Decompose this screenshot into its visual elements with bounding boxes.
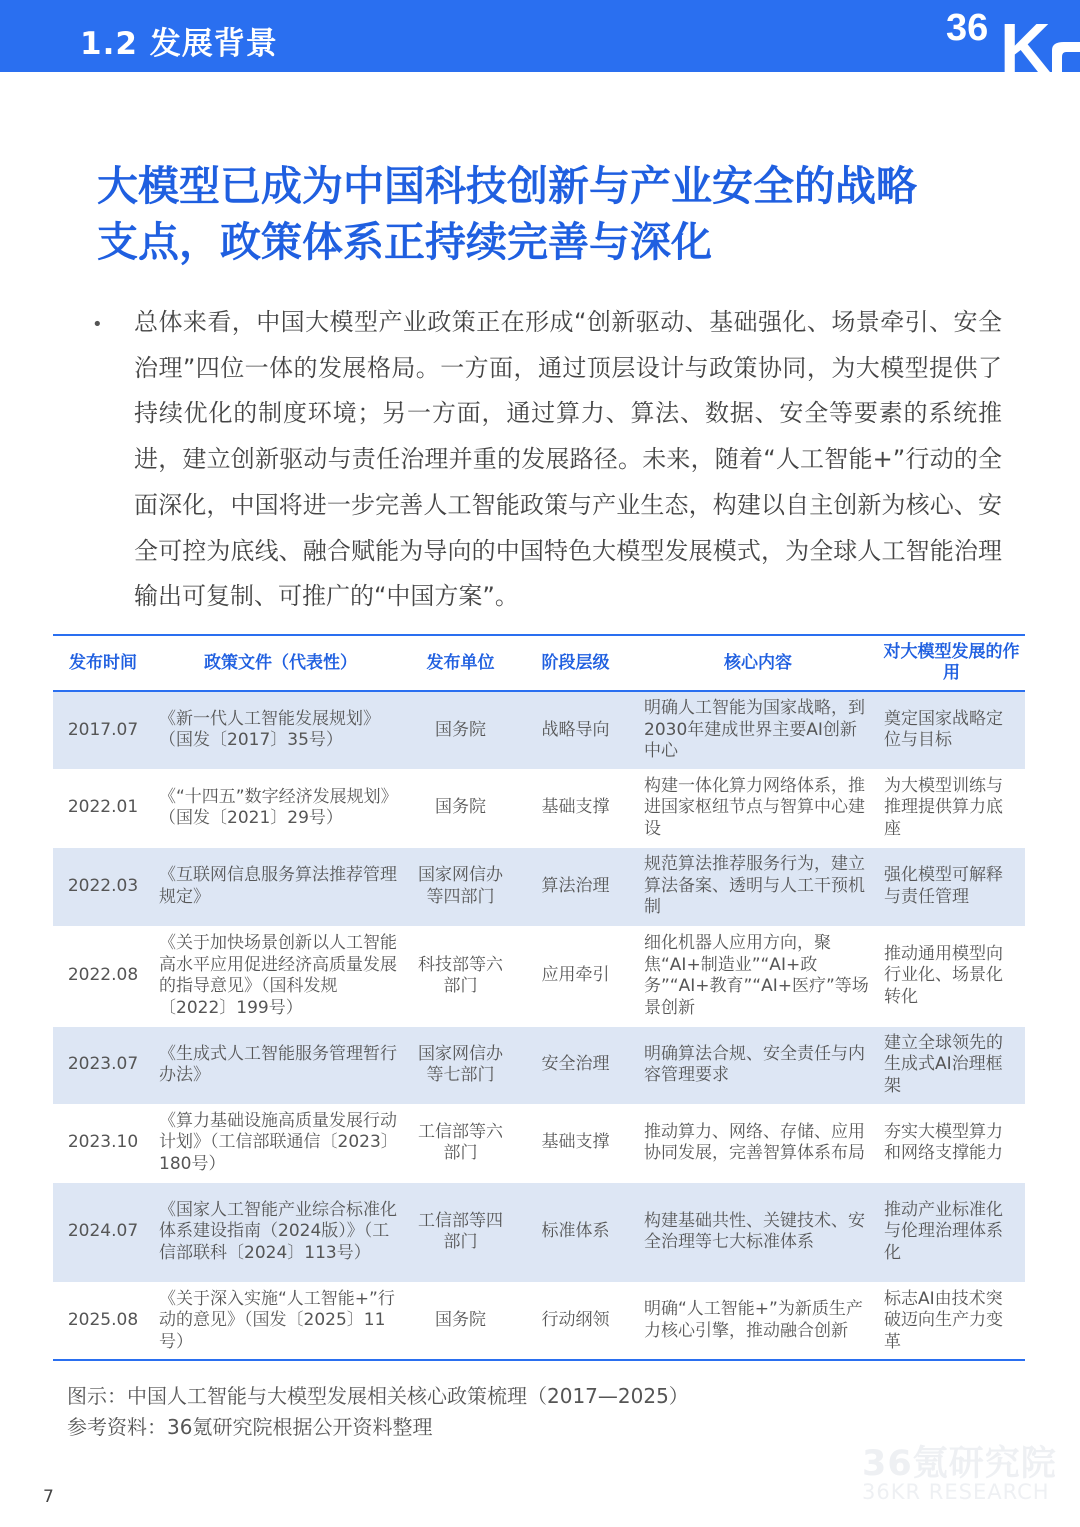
cell-core: 明确算法合规、安全责任与内容管理要求: [638, 1026, 878, 1104]
cell-date: 2022.08: [53, 926, 153, 1026]
cell-date: 2024.07: [53, 1182, 153, 1282]
header-date: 发布时间: [53, 635, 153, 691]
cell-role: 标志AI由技术突破迈向生产力变革: [878, 1282, 1025, 1360]
headline-line-2: 支点，政策体系正持续完善与深化: [97, 218, 712, 266]
cell-date: 2023.10: [53, 1104, 153, 1182]
cell-role: 强化模型可解释与责任管理: [878, 847, 1025, 926]
cell-role: 推动通用模型向行业化、场景化转化: [878, 926, 1025, 1026]
summary-paragraph: 总体来看，中国大模型产业政策正在形成“创新驱动、基础强化、场景牵引、安全治理”四位一体的发展格局。一方面，通过顶层设计与政策协同，为大模型提供了持续优化的制度环境；另一方面，通过算力、算法、数据、安全等要素的系统推进，建立创新驱动与责任治理并重的发展路径。未来，随着“人工智能+”行动的全面深化，中国将进一步完善人工智能政策与产业生态，构建以自主创新为核心、安全可控为底线、融合赋能为导向的中国特色大模型发展模式，为全球人工智能治理输出可复制、可推广的“中国方案”。: [134, 308, 1002, 611]
cell-date: 2017.07: [53, 691, 153, 769]
cell-doc: 《互联网信息服务算法推荐管理规定》: [153, 847, 408, 926]
cell-unit: 科技部等六部门: [408, 926, 513, 1026]
cell-unit: 国家网信办等七部门: [408, 1026, 513, 1104]
cell-core: 细化机器人应用方向，聚焦“AI+制造业”“AI+政务”“AI+教育”“AI+医疗”等场景创新: [638, 926, 878, 1026]
header-bar: [0, 0, 1080, 72]
cell-unit: 国务院: [408, 691, 513, 769]
cell-role: 为大模型训练与推理提供算力底座: [878, 769, 1025, 847]
cell-doc: 《国家人工智能产业综合标准化体系建设指南（2024版）》（工信部联科〔2024〕113号）: [153, 1182, 408, 1282]
cell-core: 明确“人工智能+”为新质生产力核心引擎，推动融合创新: [638, 1282, 878, 1360]
caption-figure: 图示：中国人工智能与大模型发展相关核心政策梳理（2017—2025）: [67, 1384, 689, 1408]
cell-core: 规范算法推荐服务行为，建立算法备案、透明与人工干预机制: [638, 847, 878, 926]
36kr-logo-icon: [940, 0, 1080, 72]
svg-text:36: 36: [946, 7, 989, 49]
table-row: [53, 1182, 1025, 1282]
watermark-cn: 36氪研究院: [862, 1444, 1057, 1484]
cell-doc: 《关于深入实施“人工智能+”行动的意见》（国发〔2025〕11号）: [153, 1282, 408, 1360]
cell-level: 基础支撑: [513, 769, 638, 847]
cell-level: 基础支撑: [513, 1104, 638, 1182]
table-row: [53, 1026, 1025, 1104]
table-row: [53, 691, 1025, 769]
cell-role: 奠定国家战略定位与目标: [878, 691, 1025, 769]
cell-level: 行动纲领: [513, 1282, 638, 1360]
header-unit: 发布单位: [408, 635, 513, 691]
bullet-dot: •: [92, 314, 103, 335]
cell-unit: 工信部等四部门: [408, 1182, 513, 1282]
page-headline: [97, 158, 997, 270]
cell-core: 推动算力、网络、存储、应用协同发展，完善智算体系布局: [638, 1104, 878, 1182]
cell-doc: 《算力基础设施高质量发展行动计划》（工信部联通信〔2023〕180号）: [153, 1104, 408, 1182]
table-row: [53, 769, 1025, 847]
cell-date: 2025.08: [53, 1282, 153, 1360]
cell-doc: 《新一代人工智能发展规划》（国发〔2017〕35号）: [153, 691, 408, 769]
cell-core: 构建基础共性、关键技术、安全治理等七大标准体系: [638, 1182, 878, 1282]
section-title: 1.2 发展背景: [80, 26, 278, 62]
cell-unit: 国务院: [408, 769, 513, 847]
page-number: 7: [43, 1487, 54, 1507]
watermark-en: 36KR RESEARCH: [862, 1480, 1050, 1504]
cell-date: 2022.03: [53, 847, 153, 926]
cell-level: 标准体系: [513, 1182, 638, 1282]
table-row: [53, 847, 1025, 926]
policy-table: [53, 634, 1025, 1361]
header-level: 阶段层级: [513, 635, 638, 691]
header-doc: 政策文件（代表性）: [153, 635, 408, 691]
caption-source: 参考资料：36氪研究院根据公开资料整理: [67, 1415, 433, 1439]
figure-caption: [67, 1381, 689, 1443]
cell-level: 应用牵引: [513, 926, 638, 1026]
table-row: [53, 1104, 1025, 1182]
table-row: [53, 1282, 1025, 1360]
cell-doc: 《关于加快场景创新以人工智能高水平应用促进经济高质量发展的指导意见》（国科发规〔2022〕199号）: [153, 926, 408, 1026]
headline-line-1: 大模型已成为中国科技创新与产业安全的战略: [97, 162, 917, 210]
cell-role: 夯实大模型算力和网络支撑能力: [878, 1104, 1025, 1182]
cell-core: 明确人工智能为国家战略，到2030年建成世界主要AI创新中心: [638, 691, 878, 769]
cell-role: 推动产业标准化与伦理治理体系化: [878, 1182, 1025, 1282]
header-core: 核心内容: [638, 635, 878, 691]
cell-date: 2023.07: [53, 1026, 153, 1104]
cell-date: 2022.01: [53, 769, 153, 847]
table-row: [53, 926, 1025, 1026]
svg-text:K: K: [1000, 9, 1051, 72]
cell-doc: 《生成式人工智能服务管理暂行办法》: [153, 1026, 408, 1104]
cell-core: 构建一体化算力网络体系，推进国家枢纽节点与智算中心建设: [638, 769, 878, 847]
cell-unit: 国务院: [408, 1282, 513, 1360]
cell-doc: 《“十四五”数字经济发展规划》（国发〔2021〕29号）: [153, 769, 408, 847]
cell-unit: 国家网信办等四部门: [408, 847, 513, 926]
cell-level: 安全治理: [513, 1026, 638, 1104]
table-header-row: [53, 635, 1025, 691]
cell-unit: 工信部等六部门: [408, 1104, 513, 1182]
cell-level: 战略导向: [513, 691, 638, 769]
cell-level: 算法治理: [513, 847, 638, 926]
header-role: 对大模型发展的作用: [878, 635, 1025, 691]
cell-role: 建立全球领先的生成式AI治理框架: [878, 1026, 1025, 1104]
